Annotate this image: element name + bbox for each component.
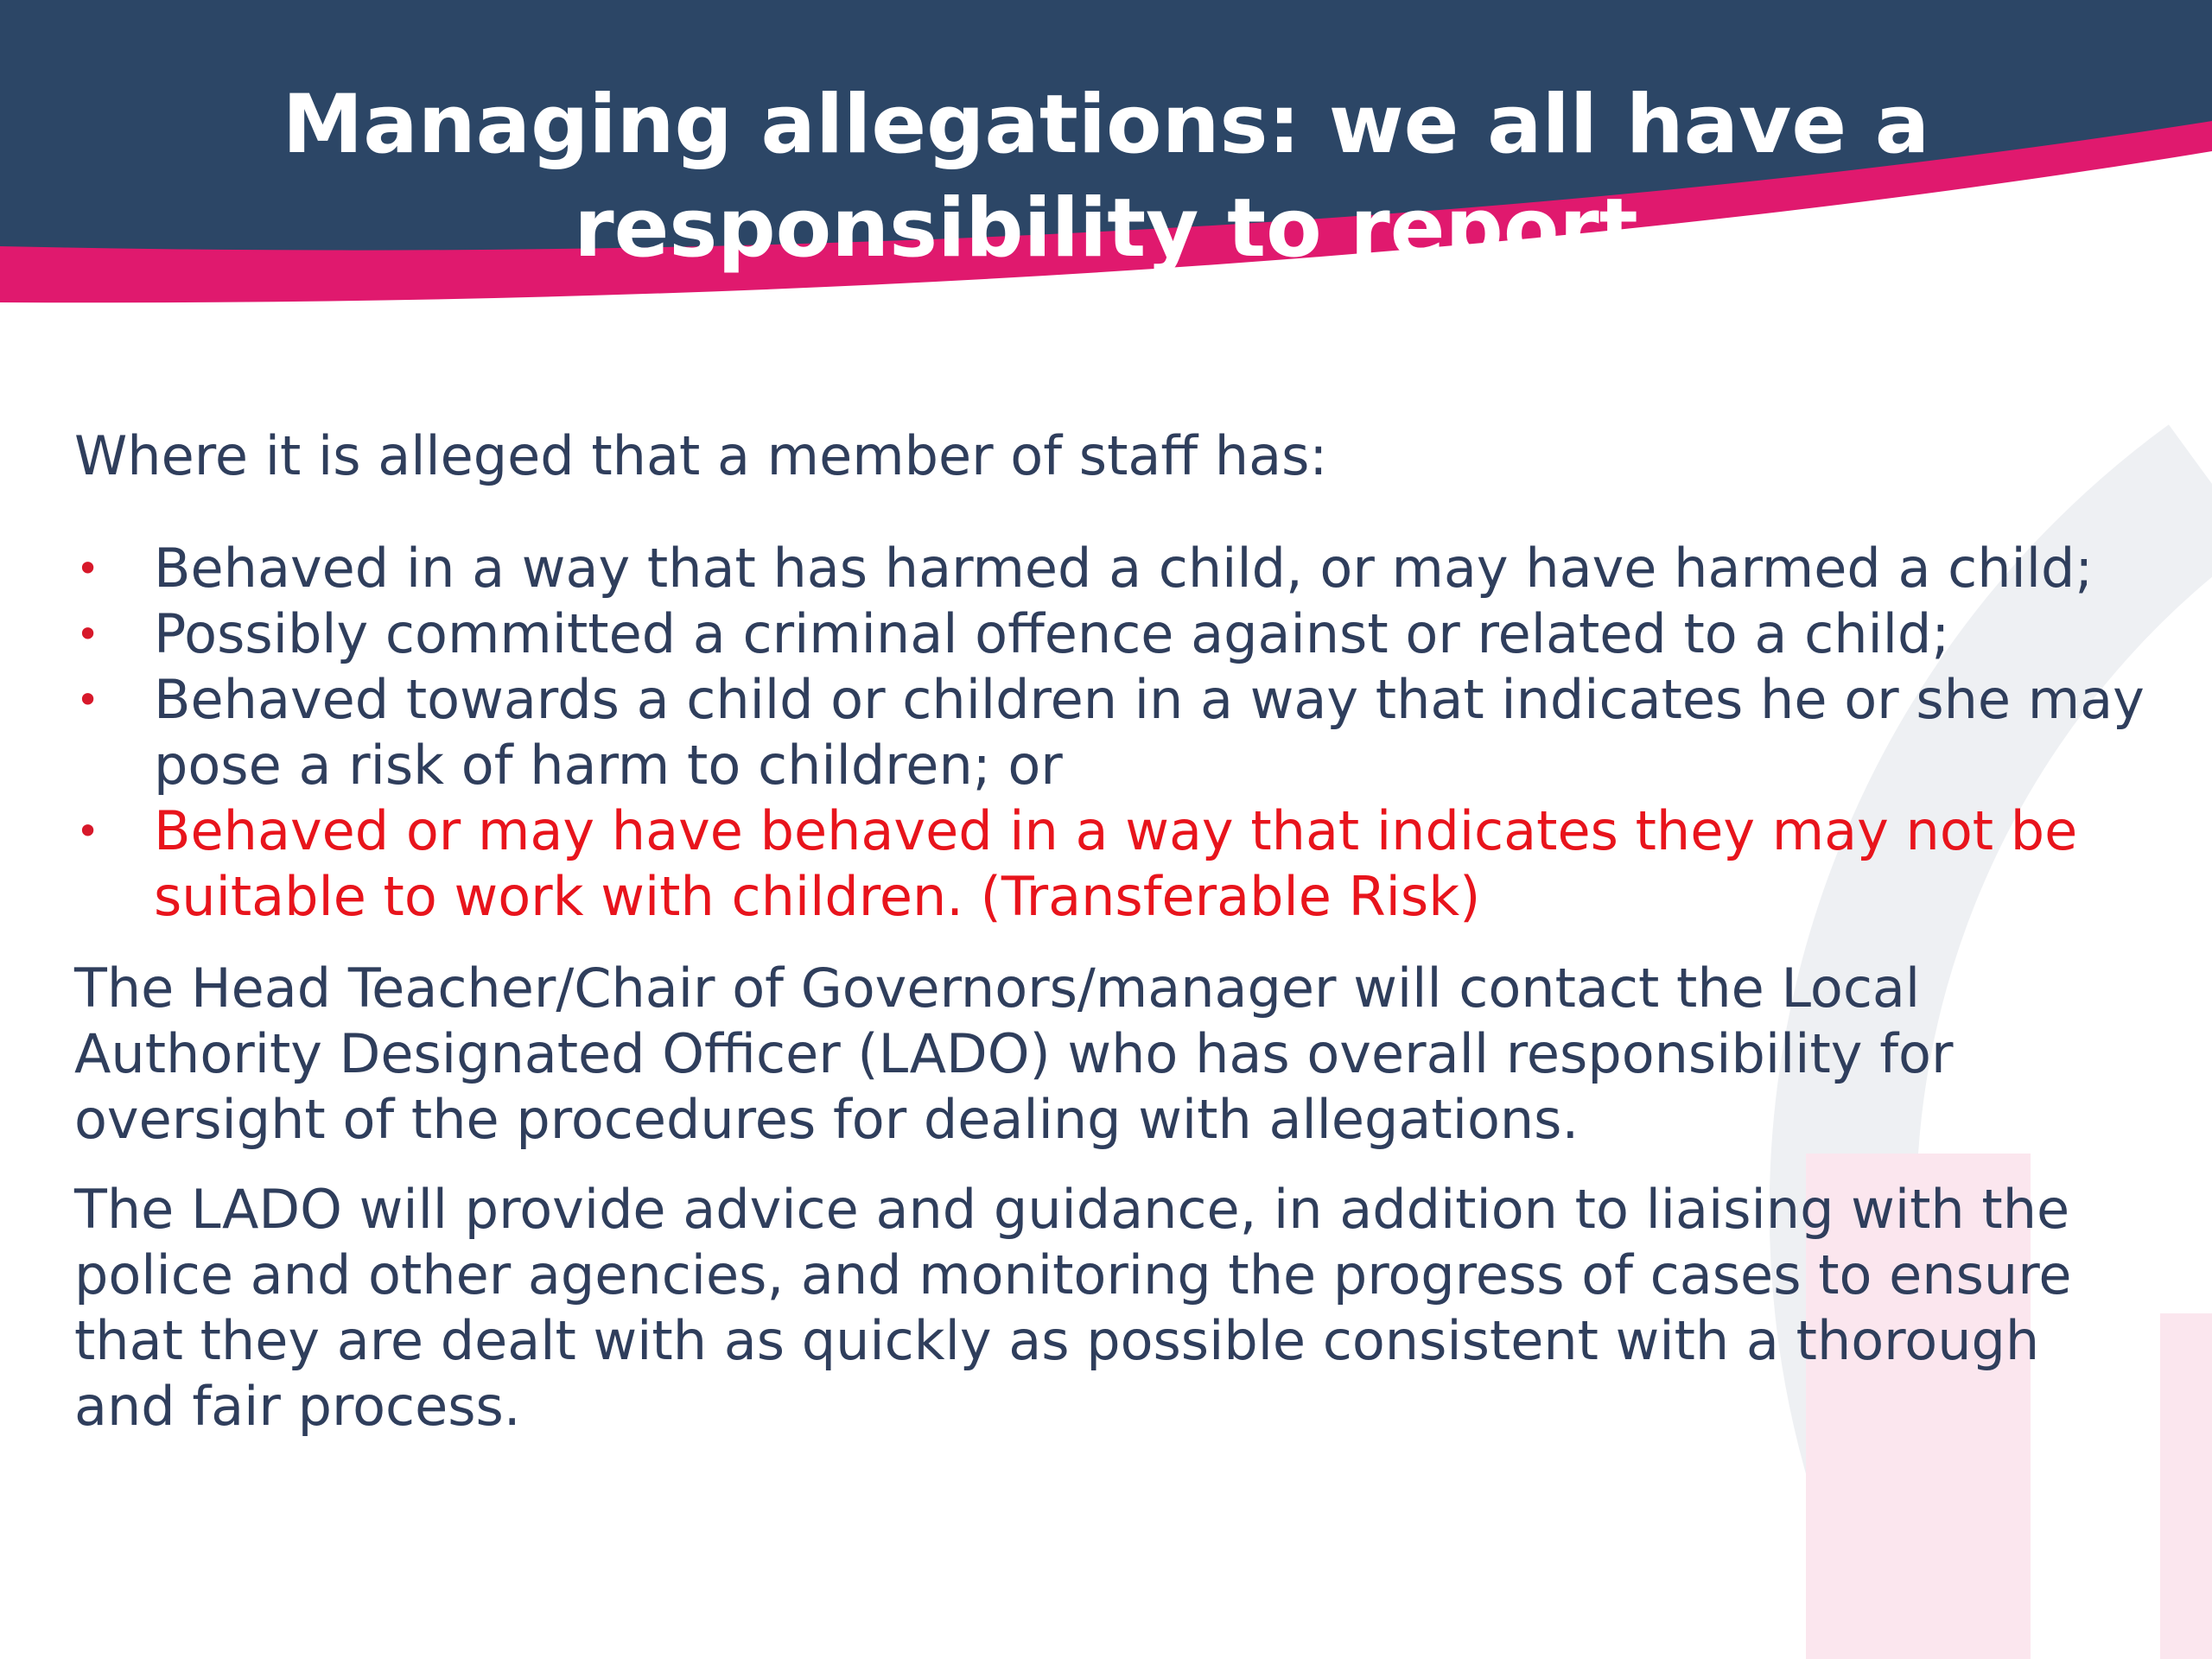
allegation-criteria-list [74, 536, 2148, 930]
list-item [74, 536, 2148, 601]
bullet-icon: • [76, 677, 100, 723]
slide-title [0, 73, 2212, 281]
bullet-icon: • [76, 545, 100, 592]
title-line-1: Managing allegations: we all have a [282, 77, 1930, 172]
lado-contact-paragraph: The Head Teacher/Chair of Governors/manager will contact the Local Authority Designated Officer (LADO) who has overall responsibility for oversight of the procedures for dealing with allegations. [74, 957, 1954, 1151]
intro-text: Where it is alleged that a member of staff has: [74, 424, 1328, 487]
list-item-text: Behaved in a way that has harmed a child, or may have harmed a child; [154, 537, 2094, 600]
list-item-transferable-risk [74, 798, 2148, 930]
lado-role-paragraph: The LADO will provide advice and guidance, in addition to liaising with the police and other agencies, and monitoring the progress of cases to ensure that they are dealt with as quickly as possible consistent with a thorough and fair process. [74, 1178, 2072, 1438]
bullet-icon: • [76, 808, 100, 855]
list-item-text: Behaved or may have behaved in a way that indicates they may not be suitable to work with children. (Transferable Risk) [154, 799, 2078, 928]
bullet-icon: • [76, 611, 100, 658]
list-item [74, 667, 2148, 798]
list-item-text: Behaved towards a child or children in a way that indicates he or she may pose a risk of harm to children; or [154, 668, 2145, 797]
list-item [74, 601, 2148, 667]
watermark-bar-right [2160, 1313, 2212, 1659]
slide-body [74, 423, 2148, 1464]
list-item-text: Possibly committed a criminal offence against or related to a child; [154, 602, 1950, 665]
title-line-2: responsibility to report [574, 181, 1638, 276]
